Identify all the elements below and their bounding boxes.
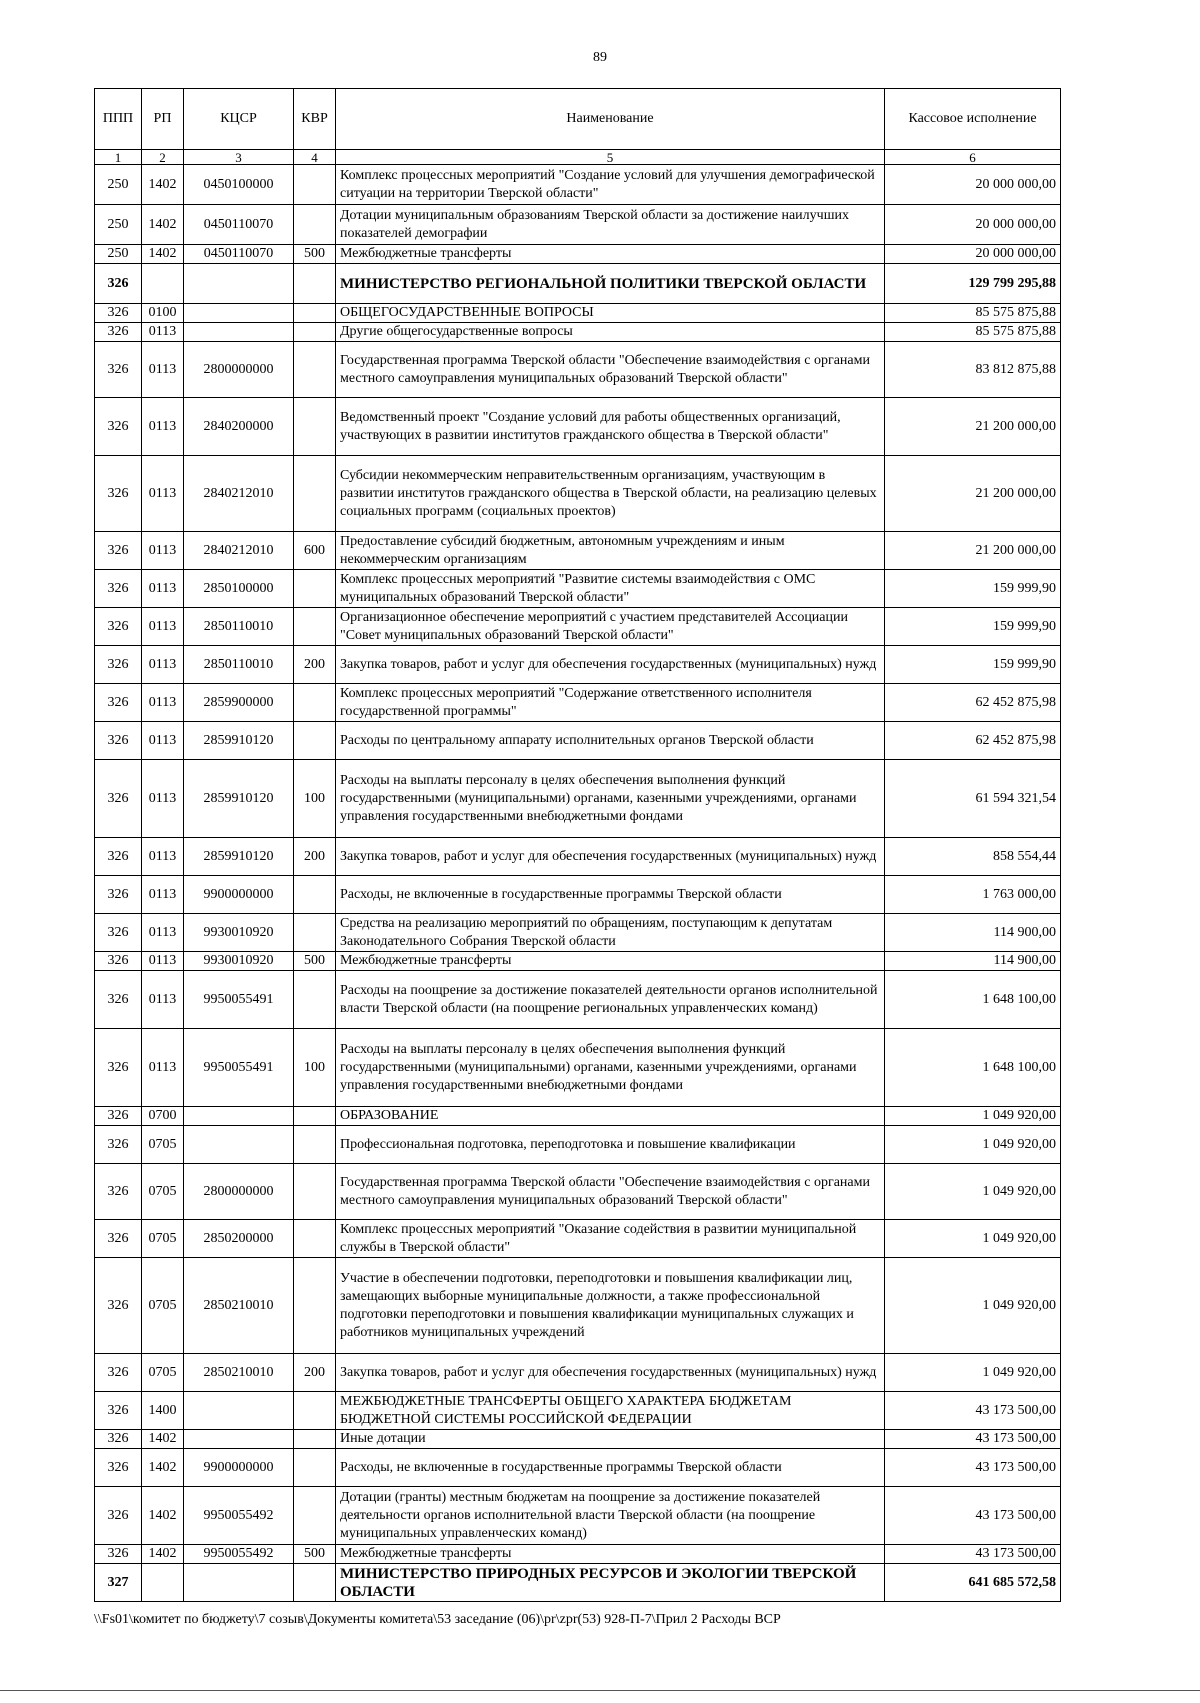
cell-kvr: 200 [294,1354,336,1392]
cell-kvr [294,323,336,342]
cell-rp: 0700 [142,1107,184,1126]
cell-kcsr: 2850210010 [184,1354,294,1392]
cell-amount: 858 554,44 [885,838,1061,876]
cell-ppp: 326 [95,1107,142,1126]
budget-table [94,88,1061,1602]
cell-ppp: 326 [95,1258,142,1354]
table-row [95,398,1061,456]
cell-name: Расходы, не включенные в государственные программы Тверской области [336,876,885,914]
cell-name: Иные дотации [336,1430,885,1449]
cell-kcsr: 2840212010 [184,532,294,570]
cell-ppp: 326 [95,1487,142,1545]
cell-ppp: 327 [95,1564,142,1602]
cell-ppp: 250 [95,165,142,205]
cell-amount: 1 763 000,00 [885,876,1061,914]
cell-name: ОБРАЗОВАНИЕ [336,1107,885,1126]
cell-name: Комплекс процессных мероприятий "Развитие системы взаимодействия с ОМС муниципальных образований Тверской области" [336,570,885,608]
cell-rp: 1402 [142,1487,184,1545]
cell-rp [142,1564,184,1602]
cell-ppp: 326 [95,952,142,971]
table-body [95,165,1061,1602]
cell-name: МИНИСТЕРСТВО ПРИРОДНЫХ РЕСУРСОВ И ЭКОЛОГИИ ТВЕРСКОЙ ОБЛАСТИ [336,1564,885,1602]
cell-rp: 0113 [142,608,184,646]
column-number: 3 [184,150,294,165]
table-row [95,1107,1061,1126]
cell-rp: 0113 [142,456,184,532]
cell-name: Расходы по центральному аппарату исполнительных органов Тверской области [336,722,885,760]
cell-kcsr: 2859910120 [184,838,294,876]
cell-amount: 43 173 500,00 [885,1449,1061,1487]
table-row [95,1449,1061,1487]
cell-kvr [294,1164,336,1220]
cell-kvr: 100 [294,1029,336,1107]
cell-ppp: 326 [95,1029,142,1107]
cell-kcsr: 2850210010 [184,1258,294,1354]
cell-name: Межбюджетные трансферты [336,245,885,264]
cell-kvr [294,684,336,722]
cell-rp: 0705 [142,1258,184,1354]
cell-amount: 1 049 920,00 [885,1107,1061,1126]
cell-kcsr: 2840212010 [184,456,294,532]
cell-kvr [294,205,336,245]
table-row [95,722,1061,760]
cell-ppp: 326 [95,532,142,570]
cell-name: Ведомственный проект "Создание условий для работы общественных организаций, участвующих в развитии институтов гражданского общества в Тверской области" [336,398,885,456]
cell-kvr [294,342,336,398]
cell-amount: 43 173 500,00 [885,1545,1061,1564]
table-row [95,456,1061,532]
cell-name: Организационное обеспечение мероприятий с участием представителей Ассоциации "Совет муниципальных образований Тверской области" [336,608,885,646]
header-kvr: КВР [294,89,336,150]
cell-kcsr: 2859900000 [184,684,294,722]
cell-amount: 62 452 875,98 [885,684,1061,722]
cell-kcsr: 9930010920 [184,914,294,952]
cell-ppp: 326 [95,398,142,456]
cell-rp: 1402 [142,205,184,245]
table-row [95,1354,1061,1392]
cell-kcsr [184,304,294,323]
table-row [95,684,1061,722]
header-kcsr: КЦСР [184,89,294,150]
cell-kcsr: 2850110010 [184,608,294,646]
cell-kvr [294,876,336,914]
cell-rp: 0113 [142,532,184,570]
header-name: Наименование [336,89,885,150]
cell-rp [142,264,184,304]
cell-kvr [294,1430,336,1449]
cell-rp: 1402 [142,1545,184,1564]
cell-ppp: 326 [95,342,142,398]
cell-name: Дотации (гранты) местным бюджетам на поощрение за достижение показателей деятельности органов исполнительной власти Тверской области (на поощрение муниципальных управленческих команд) [336,1487,885,1545]
cell-amount: 85 575 875,88 [885,304,1061,323]
cell-rp: 0705 [142,1220,184,1258]
cell-amount: 1 049 920,00 [885,1220,1061,1258]
table-row [95,1029,1061,1107]
cell-kcsr: 0450110070 [184,245,294,264]
footer-file-path: \\Fs01\комитет по бюджету\7 созыв\Документы комитета\53 заседание (06)\pr\zpr(53) 928-П-7\Прил 2 Расходы ВСР [94,1612,781,1627]
cell-rp: 0113 [142,684,184,722]
column-number: 1 [95,150,142,165]
cell-amount: 114 900,00 [885,952,1061,971]
cell-name: ОБЩЕГОСУДАРСТВЕННЫЕ ВОПРОСЫ [336,304,885,323]
cell-name: Межбюджетные трансферты [336,1545,885,1564]
cell-name: Комплекс процессных мероприятий "Оказание содействия в развитии муниципальной службы в Тверской области" [336,1220,885,1258]
cell-kcsr: 2800000000 [184,342,294,398]
cell-rp: 0113 [142,570,184,608]
column-number: 6 [885,150,1061,165]
cell-ppp: 326 [95,1164,142,1220]
cell-kvr [294,398,336,456]
cell-kcsr: 9950055491 [184,1029,294,1107]
cell-name: МЕЖБЮДЖЕТНЫЕ ТРАНСФЕРТЫ ОБЩЕГО ХАРАКТЕРА БЮДЖЕТАМ БЮДЖЕТНОЙ СИСТЕМЫ РОССИЙСКОЙ ФЕДЕРАЦИИ [336,1392,885,1430]
cell-kcsr: 2859910120 [184,722,294,760]
cell-name: Расходы на выплаты персоналу в целях обеспечения выполнения функций государственными (муниципальными) органами, казенными учреждениями, органами управления государственными внебюджетными фондами [336,760,885,838]
cell-kcsr: 2850200000 [184,1220,294,1258]
cell-amount: 1 648 100,00 [885,971,1061,1029]
cell-kvr: 500 [294,952,336,971]
cell-name: Государственная программа Тверской области "Обеспечение взаимодействия с органами местного самоуправления муниципальных образований Тверской области" [336,342,885,398]
table-row [95,608,1061,646]
table-row [95,1430,1061,1449]
cell-rp: 0113 [142,342,184,398]
cell-kvr [294,608,336,646]
cell-ppp: 326 [95,838,142,876]
cell-amount: 61 594 321,54 [885,760,1061,838]
table-row [95,876,1061,914]
cell-amount: 43 173 500,00 [885,1430,1061,1449]
cell-ppp: 326 [95,914,142,952]
table-row [95,971,1061,1029]
cell-kvr [294,570,336,608]
cell-ppp: 250 [95,205,142,245]
cell-amount: 43 173 500,00 [885,1392,1061,1430]
cell-ppp: 326 [95,1126,142,1164]
cell-ppp: 326 [95,760,142,838]
table-row [95,570,1061,608]
cell-kcsr: 9930010920 [184,952,294,971]
cell-name: Расходы на выплаты персоналу в целях обеспечения выполнения функций государственными (муниципальными) органами, казенными учреждениями, органами управления государственными внебюджетными фондами [336,1029,885,1107]
cell-amount: 159 999,90 [885,608,1061,646]
table-row [95,1258,1061,1354]
cell-kvr: 200 [294,838,336,876]
cell-ppp: 326 [95,876,142,914]
cell-ppp: 326 [95,264,142,304]
cell-kvr [294,1392,336,1430]
cell-kvr: 500 [294,245,336,264]
cell-rp: 0100 [142,304,184,323]
bottom-rule [0,1690,1200,1691]
cell-name: Комплекс процессных мероприятий "Содержание ответственного исполнителя государственной программы" [336,684,885,722]
cell-amount: 20 000 000,00 [885,205,1061,245]
cell-rp: 0113 [142,398,184,456]
table-row [95,1220,1061,1258]
table-row [95,1564,1061,1602]
cell-amount: 1 049 920,00 [885,1258,1061,1354]
cell-amount: 21 200 000,00 [885,456,1061,532]
cell-rp: 0113 [142,646,184,684]
table-row [95,264,1061,304]
cell-rp: 0113 [142,914,184,952]
cell-amount: 1 049 920,00 [885,1164,1061,1220]
cell-kcsr: 9950055492 [184,1545,294,1564]
cell-rp: 1402 [142,1430,184,1449]
cell-rp: 0705 [142,1354,184,1392]
cell-kcsr: 2859910120 [184,760,294,838]
cell-ppp: 326 [95,1392,142,1430]
cell-kcsr: 2850110010 [184,646,294,684]
cell-ppp: 250 [95,245,142,264]
cell-kcsr [184,323,294,342]
cell-kvr: 200 [294,646,336,684]
cell-kvr [294,304,336,323]
cell-rp: 1402 [142,165,184,205]
cell-name: Профессиональная подготовка, переподготовка и повышение квалификации [336,1126,885,1164]
cell-amount: 83 812 875,88 [885,342,1061,398]
cell-ppp: 326 [95,1449,142,1487]
cell-amount: 159 999,90 [885,570,1061,608]
table-row [95,245,1061,264]
cell-ppp: 326 [95,304,142,323]
cell-rp: 1400 [142,1392,184,1430]
cell-kvr: 500 [294,1545,336,1564]
table-row [95,646,1061,684]
cell-ppp: 326 [95,1354,142,1392]
cell-rp: 0113 [142,971,184,1029]
column-number: 4 [294,150,336,165]
cell-amount: 641 685 572,58 [885,1564,1061,1602]
cell-kvr: 600 [294,532,336,570]
cell-kcsr: 9950055492 [184,1487,294,1545]
cell-ppp: 326 [95,722,142,760]
table-row [95,952,1061,971]
table-row [95,323,1061,342]
table-row [95,304,1061,323]
cell-kvr [294,1107,336,1126]
header-amount: Кассовое исполнение [885,89,1061,150]
cell-ppp: 326 [95,570,142,608]
cell-name: Другие общегосударственные вопросы [336,323,885,342]
table-row [95,1126,1061,1164]
cell-name: Субсидии некоммерческим неправительственным организациям, участвующим в развитии институтов гражданского общества в Тверской области, на реализацию целевых социальных программ (социальных проектов) [336,456,885,532]
cell-name: Участие в обеспечении подготовки, переподготовки и повышения квалификации лиц, замещающих выборные муниципальные должности, а также профессиональной подготовки переподготовки и повышения квалификации муниципальных служащих и работников муниципальных учреждений [336,1258,885,1354]
table-row [95,1545,1061,1564]
cell-rp: 0705 [142,1164,184,1220]
cell-name: Государственная программа Тверской области "Обеспечение взаимодействия с органами местного самоуправления муниципальных образований Тверской области" [336,1164,885,1220]
cell-kvr [294,914,336,952]
cell-rp: 1402 [142,245,184,264]
cell-ppp: 326 [95,456,142,532]
cell-amount: 114 900,00 [885,914,1061,952]
cell-name: Предоставление субсидий бюджетным, автономным учреждениям и иным некоммерческим организациям [336,532,885,570]
cell-amount: 43 173 500,00 [885,1487,1061,1545]
cell-rp: 0705 [142,1126,184,1164]
cell-kvr [294,722,336,760]
cell-amount: 20 000 000,00 [885,245,1061,264]
header-ppp: ППП [95,89,142,150]
cell-ppp: 326 [95,971,142,1029]
cell-amount: 85 575 875,88 [885,323,1061,342]
cell-kcsr: 2800000000 [184,1164,294,1220]
cell-rp: 0113 [142,323,184,342]
cell-amount: 20 000 000,00 [885,165,1061,205]
cell-kcsr: 9900000000 [184,1449,294,1487]
cell-kvr [294,1449,336,1487]
cell-kvr: 100 [294,760,336,838]
cell-kcsr: 2840200000 [184,398,294,456]
cell-kcsr [184,1107,294,1126]
table-header-row [95,89,1061,150]
cell-ppp: 326 [95,608,142,646]
cell-rp: 0113 [142,722,184,760]
cell-kvr [294,165,336,205]
cell-rp: 0113 [142,1029,184,1107]
cell-rp: 0113 [142,760,184,838]
column-number-row [95,150,1061,165]
cell-name: Межбюджетные трансферты [336,952,885,971]
cell-amount: 62 452 875,98 [885,722,1061,760]
cell-amount: 1 049 920,00 [885,1354,1061,1392]
cell-kvr [294,1564,336,1602]
cell-kvr [294,1487,336,1545]
table-row [95,760,1061,838]
cell-amount: 1 648 100,00 [885,1029,1061,1107]
cell-kvr [294,1126,336,1164]
table-row [95,838,1061,876]
cell-ppp: 326 [95,1220,142,1258]
cell-kcsr: 0450100000 [184,165,294,205]
cell-kcsr: 9950055491 [184,971,294,1029]
cell-name: Закупка товаров, работ и услуг для обеспечения государственных (муниципальных) нужд [336,838,885,876]
cell-kcsr: 0450110070 [184,205,294,245]
table-row [95,1392,1061,1430]
cell-kvr [294,971,336,1029]
cell-kvr [294,1258,336,1354]
cell-rp: 0113 [142,876,184,914]
cell-kcsr [184,1126,294,1164]
cell-kvr [294,1220,336,1258]
column-number: 2 [142,150,184,165]
cell-amount: 159 999,90 [885,646,1061,684]
cell-kcsr: 2850100000 [184,570,294,608]
cell-kvr [294,264,336,304]
cell-kcsr: 9900000000 [184,876,294,914]
cell-name: МИНИСТЕРСТВО РЕГИОНАЛЬНОЙ ПОЛИТИКИ ТВЕРСКОЙ ОБЛАСТИ [336,264,885,304]
cell-amount: 1 049 920,00 [885,1126,1061,1164]
cell-ppp: 326 [95,1430,142,1449]
cell-name: Закупка товаров, работ и услуг для обеспечения государственных (муниципальных) нужд [336,646,885,684]
column-number: 5 [336,150,885,165]
cell-rp: 0113 [142,952,184,971]
header-rp: РП [142,89,184,150]
cell-name: Закупка товаров, работ и услуг для обеспечения государственных (муниципальных) нужд [336,1354,885,1392]
cell-ppp: 326 [95,684,142,722]
cell-rp: 1402 [142,1449,184,1487]
cell-name: Средства на реализацию мероприятий по обращениям, поступающим к депутатам Законодательного Собрания Тверской области [336,914,885,952]
cell-name: Дотации муниципальным образованиям Тверской области за достижение наилучших показателей демографии [336,205,885,245]
cell-ppp: 326 [95,323,142,342]
cell-ppp: 326 [95,1545,142,1564]
cell-amount: 21 200 000,00 [885,532,1061,570]
table-row [95,532,1061,570]
table-row [95,1487,1061,1545]
cell-name: Расходы на поощрение за достижение показателей деятельности органов исполнительной власти Тверской области (на поощрение региональных управленческих команд) [336,971,885,1029]
table-row [95,914,1061,952]
cell-amount: 21 200 000,00 [885,398,1061,456]
cell-kcsr [184,1430,294,1449]
cell-name: Комплекс процессных мероприятий "Создание условий для улучшения демографической ситуации на территории Тверской области" [336,165,885,205]
table-row [95,1164,1061,1220]
cell-rp: 0113 [142,838,184,876]
page-number: 89 [593,50,607,65]
cell-name: Расходы, не включенные в государственные программы Тверской области [336,1449,885,1487]
cell-amount: 129 799 295,88 [885,264,1061,304]
cell-kvr [294,456,336,532]
cell-ppp: 326 [95,646,142,684]
table-row [95,165,1061,205]
cell-kcsr [184,1392,294,1430]
cell-kcsr [184,1564,294,1602]
cell-kcsr [184,264,294,304]
table-row [95,342,1061,398]
table-row [95,205,1061,245]
